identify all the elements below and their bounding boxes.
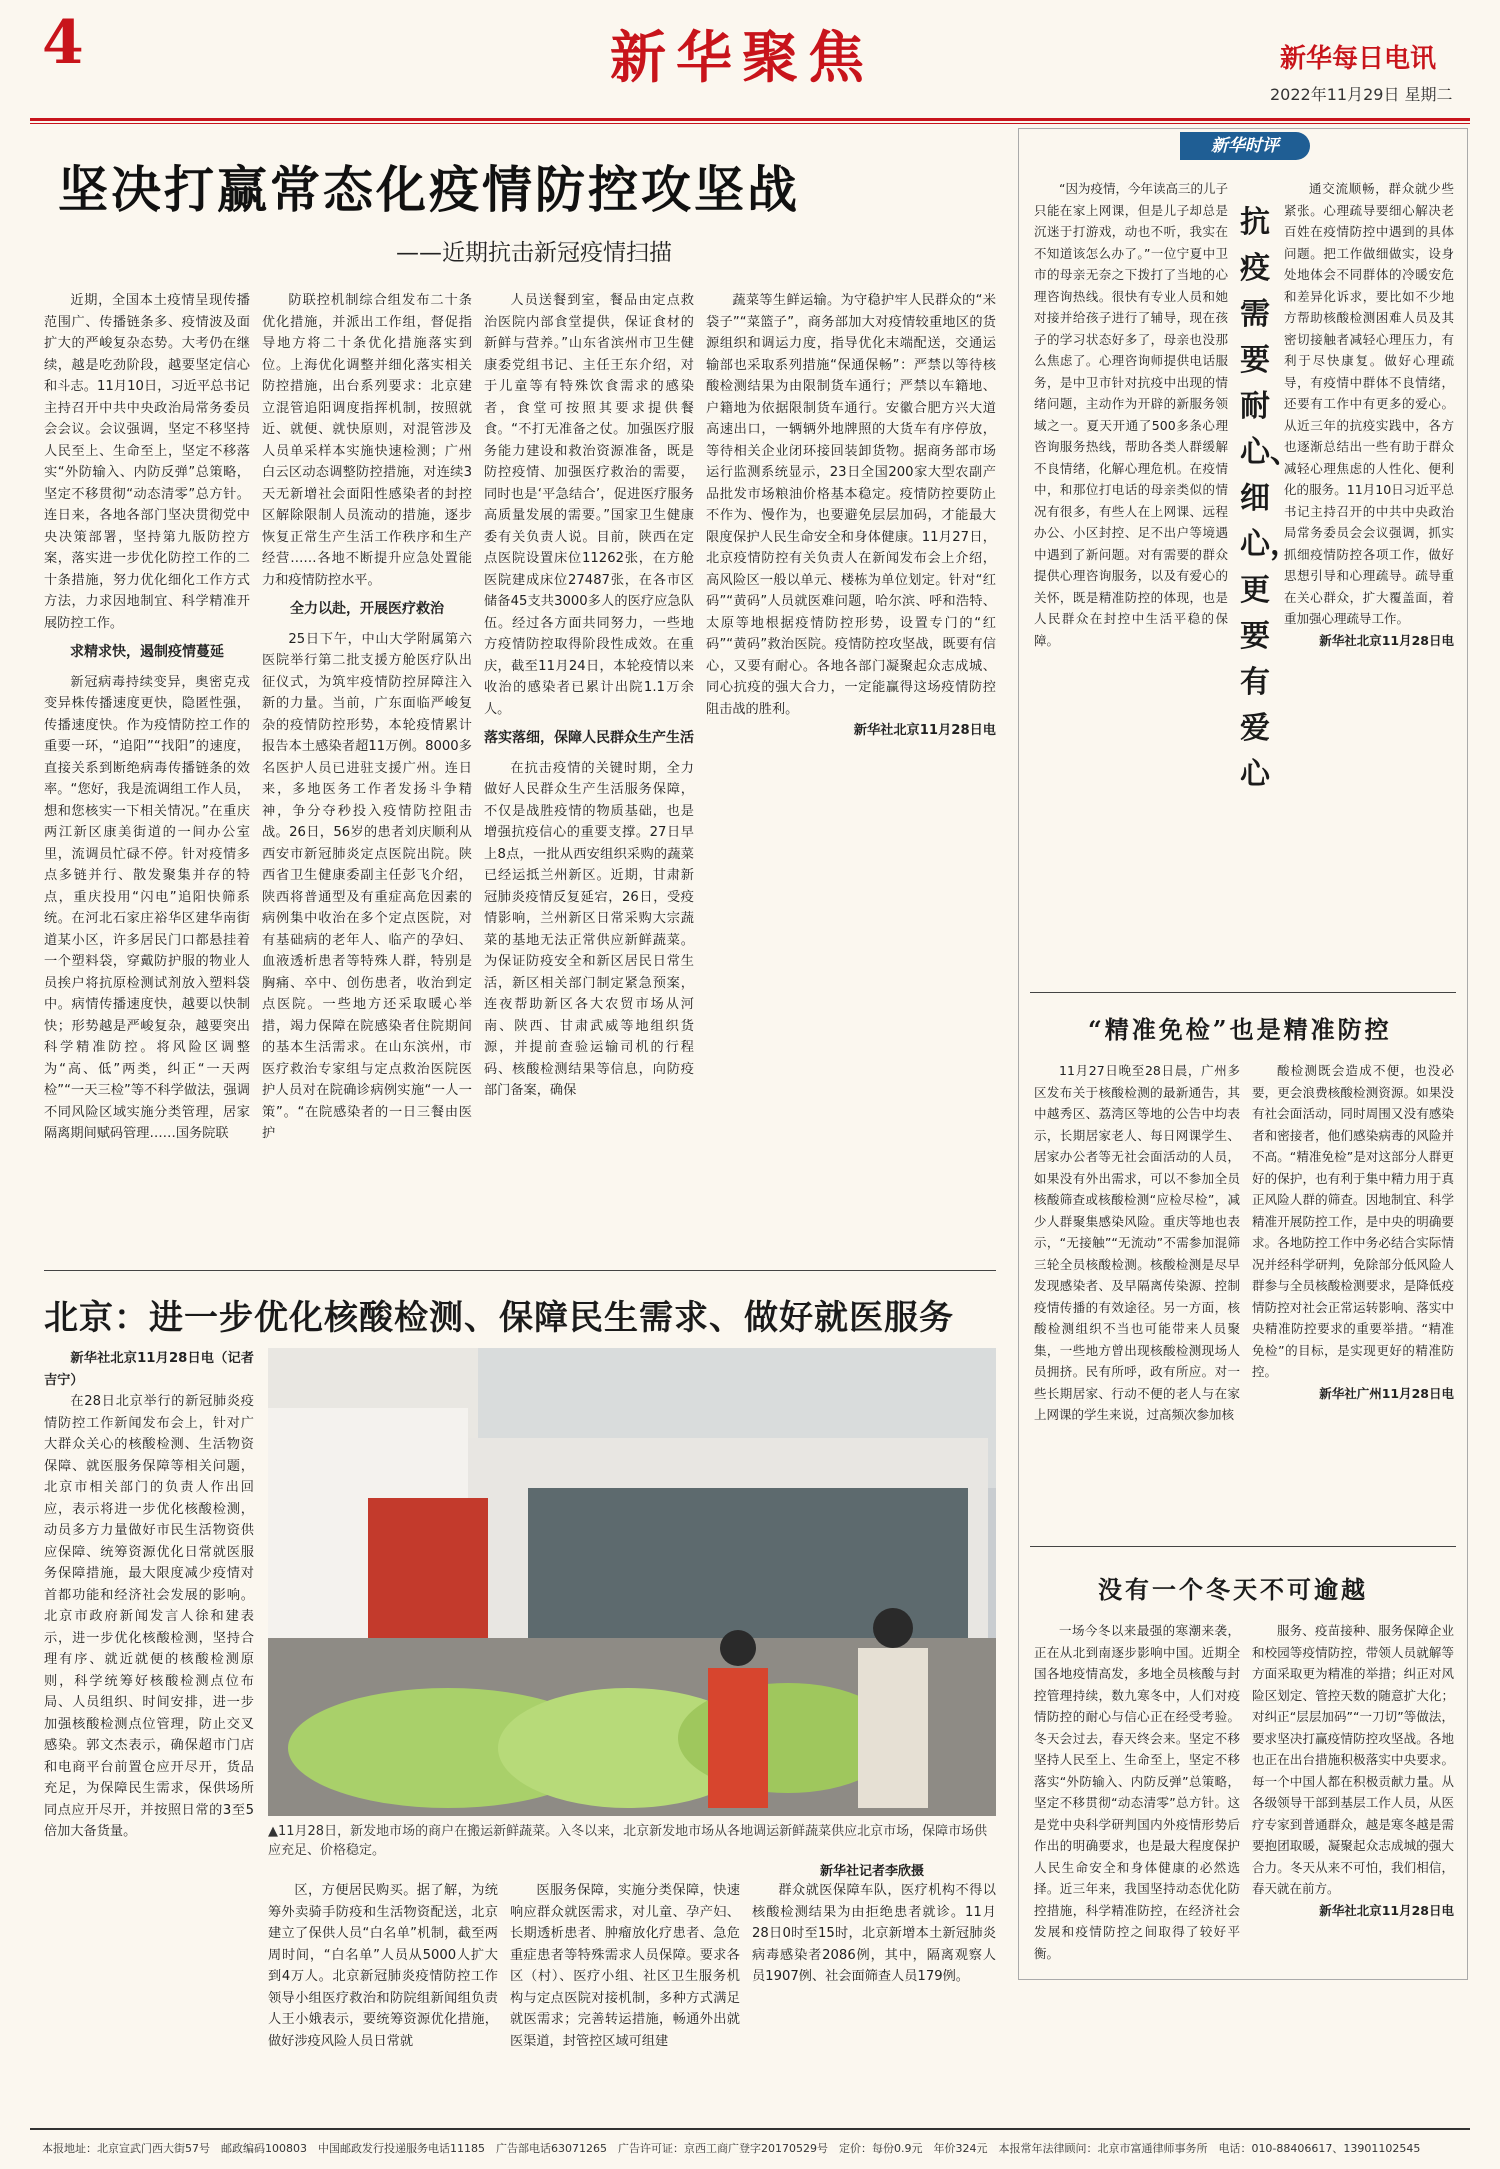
footer-info: 本报地址：北京宣武门西大街57号 邮政编码100803 中国邮政发行投递服务电话11185 广告部电话63071265 广告许可证：京西工商广登字20170529号 定价：每份0.9元 年价324元 本报常年法律顾问：北京市富通律师事务所 电话：010-88406617、13901102545	[42, 2142, 1421, 2155]
top-rule-thin	[30, 123, 1470, 124]
lead-col1b-text: 新冠病毒持续变异，奥密克戎变异株传播速度更快，隐匿性强，传播速度快。作为疫情防控工作的重要一环，“追阳”“找阳”的速度，直接关系到断绝病毒传播链条的效率。“您好，我是流调组工作人员，想和您核实一下相关情况。”在重庆两江新区康美街道的一间办公室里，流调员忙碌不停。针对疫情多点多链并行、散发聚集并存的特点，重庆投用“闪电”追阳快筛系统。在河北石家庄裕华区建华南街道某小区，许多居民门口都悬挂着一个塑料袋，穿戴防护服的物业人员挨户将抗原检测试剂放入塑料袋中。病情传播速度快，越要以快制快；形势越是严峻复杂，越要突出科学精准防控。将风险区调整为“高、低”两类，纠正“一天两检”“一天三检”等不科学做法，强调不同风险区域实施分类管理，居家隔离期间赋码管理……国务院联	[44, 674, 250, 1141]
commentary-tag: 新华时评	[1180, 132, 1310, 160]
commentary-col2-text: 通交流顺畅，群众就少些紧张。心理疏导要细心解决老百姓在疫情防控中遇到的具体问题。把工作做细做实，设身处地体会不同群体的冷暖安危和差异化诉求，要比如不少地方帮助核酸检测困难人员及其密切接触者减轻心理压力，有利于尽快康复。做好心理疏导，有疫情中群体不良情绪，还要有工作中有更多的爱心。从近三年的抗疫实践中，各方也逐渐总结出一些有助于群众减轻心理焦虑的人性化、便利化的服务。11月10日习近平总书记主持召开的中共中央政治局常务委员会会议强调，抓实抓细疫情防控各项工作，做好思想引导和心理疏导。疏导重在关心群众，扩大覆盖面，着重加强心理疏导工作。	[1284, 181, 1454, 626]
beijing-column-4	[752, 1880, 996, 2120]
lead-col1-heading: 求精求快，遏制疫情蔓延	[70, 644, 224, 660]
commentary2-title: “精准免检”也是精准防控	[1088, 1015, 1392, 1044]
commentary-divider-2	[1030, 1546, 1456, 1547]
commentary3-column-1	[1034, 1620, 1240, 1970]
commentary2-col1-text: 11月27日晚至28日晨，广州多区发布关于核酸检测的最新通告，其中越秀区、荔湾区等地的公告中均表示，长期居家老人、每日网课学生、居家办公者等无社会面活动的人员，如果没有外出需求，可以不参加全员核酸筛查或核酸检测“应检尽检”，减少人群聚集感染风险。重庆等地也表示，“无接触”“无流动”不需参加混筛三轮全员核酸检测。核酸检测是尽早发现感染者、及早隔离传染源、控制疫情传播的有效途径。另一方面，核酸检测组织不当也可能带来人员聚集，一些地方曾出现核酸检测现场人员拥挤。民有所呼，政有所应。对一些长期居家、行动不便的老人与在家上网课的学生来说，过高频次参加核	[1034, 1063, 1240, 1422]
beijing-col2-text: 区，方便居民购买。据了解，为统筹外卖骑手防疫和生活物资配送，北京建立了保供人员“白名单”机制，截至两周时间，“白名单”人员从5000人扩大到4万人。北京新冠肺炎疫情防控工作领导小组医疗救治和防院组新闻组负责人王小娥表示，要统筹资源优化措施，做好涉疫风险人员日常就	[268, 1883, 498, 2049]
beijing-column-1	[44, 1348, 254, 2118]
section-divider	[44, 1270, 996, 1271]
lead-col4-text: 蔬菜等生鲜运输。为守稳护牢人民群众的“米袋子”“菜篮子”，商务部加大对疫情较重地区的货源组织和调运力度，指导优化末端配送，交通运输部也采取系列措施“保通保畅”：严禁以等待核酸检测结果为由限制货车通行；严禁以车籍地、户籍地为依据限制货车通行。安徽合肥方兴大道高速出口，一辆辆外地牌照的大货车有序停放，等待相关企业闭环接回装卸货物。据商务部市场运行监测系统显示，23日全国200家大型农副产品批发市场粮油价格基本稳定。疫情防控要防止不作为、慢作为，也要避免层层加码，才能最大限度保护人民生命安全和身体健康。11月27日，北京疫情防控有关负责人在新闻发布会上介绍，高风险区一般以单元、楼栋为单位划定。针对“红码”“黄码”人员就医难问题，哈尔滨、呼和浩特、太原等地根据疫情防控形势，设置专门的“红码”“黄码”救治医院。疫情防控攻坚战，既要有信心，又要有耐心。各地各部门凝聚起众志成城、同心抗疫的强大合力，一定能赢得这场疫情防控阻击战的胜利。	[706, 293, 996, 717]
market-photo-illustration	[268, 1348, 996, 1816]
commentary2-col2-text: 酸检测既会造成不便，也没必要，更会浪费核酸检测资源。如果没有社会面活动，同时周围又没有感染者和密接者，他们感染病毒的风险并不高。“精准免检”是对这部分人群更好的保护，也有利于集中精力用于真正风险人群的筛查。因地制宜、科学精准开展防控工作，是中央的明确要求。各地防控工作中务必结合实际情况并经科学研判，免除部分低风险人群参与全员核酸检测要求，是降低疫情防控对社会正常运转影响、落实中央精准防控要求的重要举措。“精准免检”的目标，是实现更好的精准防控。	[1252, 1063, 1454, 1379]
beijing-headline: 北京：进一步优化核酸检测、保障民生需求、做好就医服务	[44, 1298, 954, 1338]
commentary3-col2-text: 服务、疫苗接种、服务保障企业和校园等疫情防控，带领人员就解等方面采取更为精准的举措；纠正对风险区划定、管控天数的随意扩大化；对纠正“层层加码”“一刀切”等做法，要求坚决打赢疫情防控攻坚战。各地也正在出台措施积极落实中央要求。每一个中国人都在积极贡献力量。从各级领导干部到基层工作人员，从医疗专家到普通群众，越是寒冬越是需要抱团取暖，凝聚起众志成城的强大合力。冬天从来不可怕，我们相信，春天就在前方。	[1252, 1623, 1454, 1896]
section-title: 新华聚焦	[610, 25, 874, 91]
lead-col2b-text: 25日下午，中山大学附属第六医院举行第二批支援方舱医疗队出征仪式，为筑牢疫情防控屏障注入新的力量。当前，广东面临严峻复杂的疫情防控形势，本轮疫情累计报告本土感染者超11万例。8000多名医护人员已进驻支援广州。连日来，多地医务工作者发扬斗争精神，争分夺秒投入疫情防控阻击战。26日，56岁的患者刘庆顺利从西安市新冠肺炎定点医院出院。陕西省卫生健康委副主任彭飞介绍，陕西将普通型及有重症高危因素的病例集中收治在多个定点医院，对有基础病的老年人、临产的孕妇、血液透析患者等特殊人群，特别是胸痛、卒中、创伤患者，收治到定点医院。一些地方还采取暖心举措，竭力保障在院感染者住院期间的基本生活需求。在山东滨州，市医疗救治专家组与定点救治医院医护人员对在院确诊病例实施“一人一策”。“在院感染者的一日三餐由医护	[262, 631, 472, 1141]
lead-col2-heading: 全力以赴，开展医疗救治	[290, 601, 444, 617]
lead-col2-text: 防联控机制综合组发布二十条优化措施，并派出工作组，督促指导地方将二十条优化措施落实到位。上海优化调整并细化落实相关防控措施，出台系列要求：北京建立混管追阳调度指挥机制，按照就近、就便、就快原则，对混管涉及人员单采样本实施快速检测；广州白云区动态调整防控措施，对连续3天无新增社会面阳性感染者的封控区解除限制人员流动的措施，逐步恢复正常生产生活工作秩序和生产经营……各地不断提升应急处置能力和疫情防控水平。	[262, 293, 472, 588]
lead-column-1	[44, 290, 250, 1260]
lead-column-2	[262, 290, 472, 1260]
commentary-column-2	[1284, 178, 1454, 958]
footer-rule	[30, 2128, 1470, 2130]
lead-column-4	[706, 290, 996, 1260]
lead-subhead: ——近期抗击新冠疫情扫描	[396, 240, 672, 266]
brand-logo: 新华每日电讯	[1280, 44, 1437, 74]
lead-col3b-text: 在抗击疫情的关键时期，全力做好人民群众生产生活服务保障，不仅是战胜疫情的物质基础，也是增强抗疫信心的重要支撑。27日早上8点，一批从西安组织采购的蔬菜已经运抵兰州新区。近期，甘肃新冠肺炎疫情反复延宕，26日，受疫情影响，兰州新区日常采购大宗蔬菜的基地无法正常供应新鲜蔬菜。为保证防疫安全和新区居民日常生活，新区相关部门制定紧急预案，连夜帮助新区各大农贸市场从河南、陕西、甘肃武威等地组织货源，并提前查验运输司机的行程码、核酸检测结果等信息，向防疫部门备案，确保	[484, 760, 694, 1098]
beijing-col3-text: 医服务保障，实施分类保障，快速响应群众就医需求，对儿童、孕产妇、长期透析患者、肿瘤放化疗患者、急危重症患者等特殊需求人员保障。要求各区（村）、医疗小组、社区卫生服务机构与定点医院对接机制，多种方式满足就医需求；完善转运措施，畅通外出就医渠道，封管控区域可组建	[510, 1883, 740, 2049]
beijing-col4-text: 群众就医保障车队，医疗机构不得以核酸检测结果为由拒绝患者就诊。11月28日0时至15时，北京新增本土新冠肺炎病毒感染者2086例，其中，隔离观察人员1907例、社会面筛查人员179例。	[752, 1883, 996, 1984]
issue-date: 2022年11月29日 星期二	[1270, 85, 1453, 104]
top-rule	[30, 118, 1470, 121]
lead-signature: 新华社北京11月28日电	[853, 723, 996, 738]
beijing-dateline: 新华社北京11月28日电（记者吉宁）	[44, 1351, 254, 1388]
beijing-col1-text: 在28日北京举行的新冠肺炎疫情防控工作新闻发布会上，针对广大群众关心的核酸检测、生活物资保障、就医服务保障等相关问题，北京市相关部门的负责人作出回应，表示将进一步优化核酸检测，动员多方力量做好市民生活物资供应保障、统筹资源优化日常就医服务保障措施，最大限度减少疫情对首都功能和经济社会发展的影响。北京市政府新闻发言人徐和建表示，进一步优化核酸检测，坚持合理有序、就近就便的核酸检测原则，科学统筹好核酸检测点位布局、人员组织、时间安排，进一步加强核酸检测点位管理，防止交叉感染。郭文杰表示，确保超市门店和电商平台前置仓应开尽开，货品充足，为保障民生需求，保供场所同点应开尽开，并按照日常的3至5倍加大备货量。	[44, 1394, 254, 1839]
commentary3-col1-text: 一场今冬以来最强的寒潮来袭，正在从北到南逐步影响中国。近期全国各地疫情高发，多地全员核酸与封控管理持续，数九寒冬中，人们对疫情防控的耐心与信心正在经受考验。冬天会过去，春天终会来。坚定不移坚持人民至上、生命至上，坚定不移落实“外防输入、内防反弹”总策略，坚定不移贯彻“动态清零”总方针。这是党中央科学研判国内外疫情形势后作出的明确要求，也是最大程度保护人民生命安全和身体健康的必然选择。近三年来，我国坚持动态优化防控措施，科学精准防控，在经济社会发展和疫情防控之间取得了较好平衡。	[1034, 1623, 1240, 1961]
commentary-divider-1	[1030, 992, 1456, 993]
lead-col1-text: 近期，全国本土疫情呈现传播范围广、传播链条多、疫情波及面扩大的严峻复杂态势。大考仍在继续，越是吃劲阶段，越要坚定信心和斗志。11月10日，习近平总书记主持召开中共中央政治局常务委员会会议。会议强调，坚定不移坚持人民至上、生命至上，坚定不移落实“外防输入、内防反弹”总策略，坚定不移贯彻“动态清零”总方针。连日来，各地各部门坚决贯彻党中央决策部署，坚持第九版防控方案，落实进一步优化防控工作的二十条措施，努力优化细化工作方式方法，力求因地制宜、科学精准开展防控工作。	[44, 293, 250, 631]
commentary3-title: 没有一个冬天不可逾越	[1098, 1575, 1368, 1604]
commentary-col1-text: “因为疫情，今年读高三的儿子只能在家上网课，但是儿子却总是沉迷于打游戏，动也不听，我实在不知道该怎么办了。”一位宁夏中卫市的母亲无奈之下拨打了当地的心理咨询热线。很快有专业人员和她对接并给孩子进行了辅导，现在孩子的学习状态好多了，母亲也没那么焦虑了。心理咨询师提供电话服务，是中卫市针对抗疫中出现的情绪问题，主动作为开辟的新服务领域之一。夏天开通了500多条心理咨询服务热线，帮助各类人群缓解不良情绪，化解心理危机。在疫情中，和那位打电话的母亲类似的情况有很多，有些人在上网课、远程办公、小区封控、足不出户等境遇中遇到了新问题。对有需要的群众提供心理咨询服务，以及有爱心的关怀，既是精准防控的体现，也是人民群众在封控中生活平稳的保障。	[1034, 181, 1228, 648]
lead-col3-heading: 落实落细，保障人民群众生产生活	[484, 730, 694, 746]
page-number: 4	[42, 8, 84, 78]
lead-column-3	[484, 290, 694, 1260]
commentary-title: 抗疫需要耐心、细心，更要有爱心	[1240, 205, 1300, 792]
photo-credit: 新华社记者李欣摄	[820, 1864, 925, 1879]
commentary2-column-1	[1034, 1060, 1240, 1540]
beijing-column-2	[268, 1880, 498, 2120]
lead-col3-text: 人员送餐到室，餐品由定点救治医院内部食堂提供，保证食材的新鲜与营养。”山东省滨州市卫生健康委党组书记、主任王东介绍，对于儿童等有特殊饮食需求的感染者，食堂可按照其要求提供餐食。“不打无准备之仗。加强医疗服务能力建设和救治资源准备，既是防控疫情、加强医疗救治的需要，同时也是‘平急结合’，促进医疗服务高质量发展的需要。”国家卫生健康委有关负责人说。目前，陕西在定点医院设置床位11262张，在方舱医院建成床位27487张，在各市区储备45支共3000多人的医疗应急队伍。经过各方面共同努力，一些地方疫情防控取得阶段性成效。在重庆，截至11月24日，本轮疫情以来收治的感染者已累计出院1.1万余人。	[484, 293, 694, 717]
beijing-column-3	[510, 1880, 740, 2120]
commentary2-column-2	[1252, 1060, 1454, 1540]
lead-headline: 坚决打赢常态化疫情防控攻坚战	[58, 160, 800, 219]
commentary3-column-2	[1252, 1620, 1454, 1970]
news-photo	[268, 1348, 996, 1816]
commentary-signature: 新华社北京11月28日电	[1319, 632, 1454, 648]
photo-caption: ▲11月28日，新发地市场的商户在搬运新鲜蔬菜。入冬以来，北京新发地市场从各地调运新鲜蔬菜供应北京市场，保障市场供应充足、价格稳定。	[268, 1824, 988, 1858]
commentary3-signature: 新华社北京11月28日电	[1319, 1902, 1454, 1918]
commentary2-signature: 新华社广州11月28日电	[1319, 1385, 1454, 1401]
commentary-column-1	[1034, 178, 1228, 958]
